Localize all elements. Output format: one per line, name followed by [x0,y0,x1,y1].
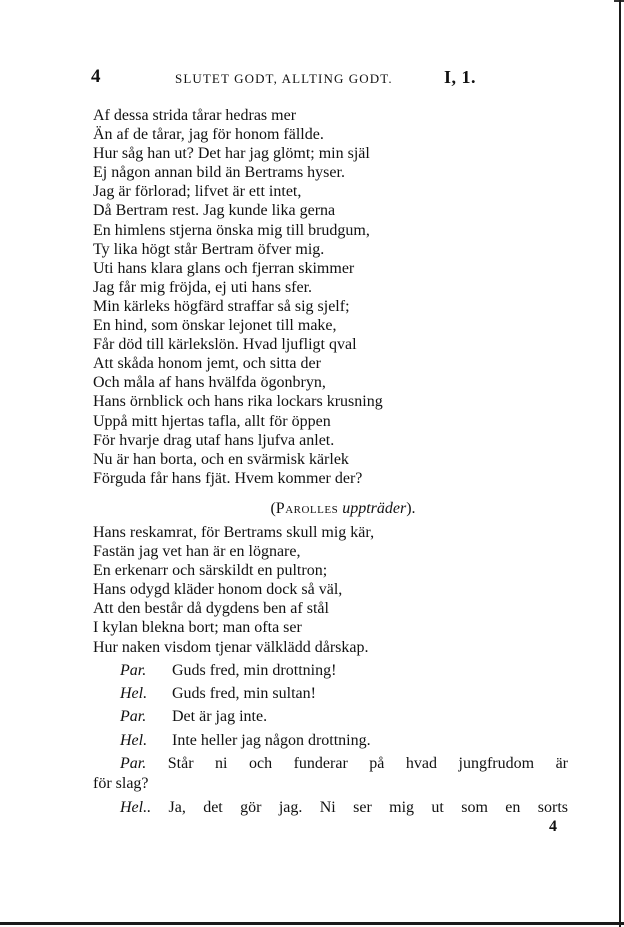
verse-line: En himlens stjerna önska mig till brudgum, [93,221,370,239]
speaker-label: Hel. [120,685,148,703]
speaker-label: Par. [120,754,147,772]
dialogue-text: Guds fred, min sultan! [172,685,316,703]
stage-direction-close: ). [406,500,416,517]
dialogue-text: Det är jag inte. [172,708,268,726]
verse-line: Hans odygd kläder honom dock så väl, [93,581,343,599]
speaker-label: Par. [120,662,147,679]
dialogue-text: Ja, det gör jag. Ni ser mig ut som en sorts [168,798,569,816]
verse-block-1 [93,106,383,488]
scan-edge-bottom [0,922,624,925]
verse-line: Ty lika högt står Bertram öfver mig. [93,240,325,258]
dialogue-line [93,755,568,775]
scan-edge-right [619,0,621,927]
signature-mark: 4 [549,818,557,835]
speaker-label: Par. [120,708,147,726]
verse-line: Hur naken visdom tjenar välklädd dårskap. [93,638,369,656]
verse-line: Och måla af hans hvälfda ögonbryn, [93,374,326,392]
running-title: SLUTET GODT, ALLTING GODT. [175,71,393,86]
dialogue-continuation: för slag? [93,774,149,792]
verse-line: Jag är förlorad; lifvet är ett intet, [93,183,302,201]
speaker-label: Hel. [120,731,148,749]
verse-line: Uppå mitt hjertas tafla, allt för öppen [93,412,331,430]
verse-line: Förguda får hans fjät. Hvem kommer der? [93,469,363,487]
verse-line: Då Bertram rest. Jag kunde lika gerna [93,202,336,220]
verse-line: Att den består då dygdens ben af stål [93,600,329,618]
verse-line: Än af de tårar, jag för honom fällde. [93,126,324,144]
act-scene-label: I, 1. [443,67,476,87]
verse-line: För hvarje drag utaf hans ljufva anlet. [93,431,335,449]
dialogue-line [93,685,568,708]
stage-direction-open: ( [270,500,276,517]
verse-line: I kylan blekna bort; man ofta ser [93,619,302,637]
verse-line: En hind, som önskar lejonet till make, [93,317,337,335]
dialogue-line [93,662,568,685]
verse-line: Hans reskamrat, för Bertrams skull mig kär, [93,524,375,541]
verse-line: Att skåda honom jemt, och sitta der [93,355,321,373]
verse-line: Får död till kärlekslön. Hvad ljufligt qval [93,336,357,354]
verse-line: Af dessa strida tårar hedras mer [93,107,297,124]
dialogue-line [93,799,568,822]
speaker-label: Hel.. [120,798,152,816]
verse-line: En erkenarr och särskildt en pultron; [93,562,328,580]
verse-line: Min kärleks högfärd straffar så sig sjelf; [93,297,350,315]
verse-line: Uti hans klara glans och fjerran skimmer [93,259,355,277]
stage-direction-character: Parolles [275,500,339,517]
dialogue-text: Står ni och funderar på hvad jungfrudom är [167,754,569,772]
verse-line: Nu är han borta, och en svärmisk kärlek [93,450,349,468]
verse-line: Hans örnblick och hans rika lockars krusning [93,393,383,411]
verse-line: Ej någon annan bild än Bertrams hyser. [93,164,345,182]
dialogue-text: Inte heller jag någon drottning. [172,731,371,749]
verse-line: Fastän jag vet han är en lögnare, [93,543,301,561]
verse-line: Jag får mig fröjda, ej uti hans sfer. [93,278,313,296]
dialogue-line [93,732,568,755]
page-number: 4 [91,66,101,87]
dialogue-block [93,662,568,822]
dialogue-text: Guds fred, min drottning! [172,662,337,679]
stage-direction-action: uppträder [342,500,407,517]
verse-block-2 [93,523,374,657]
verse-line: Hur såg han ut? Det har jag glömt; min själ [93,145,370,163]
stage-direction [0,500,624,518]
running-header [91,66,476,90]
dialogue-line [93,708,568,731]
